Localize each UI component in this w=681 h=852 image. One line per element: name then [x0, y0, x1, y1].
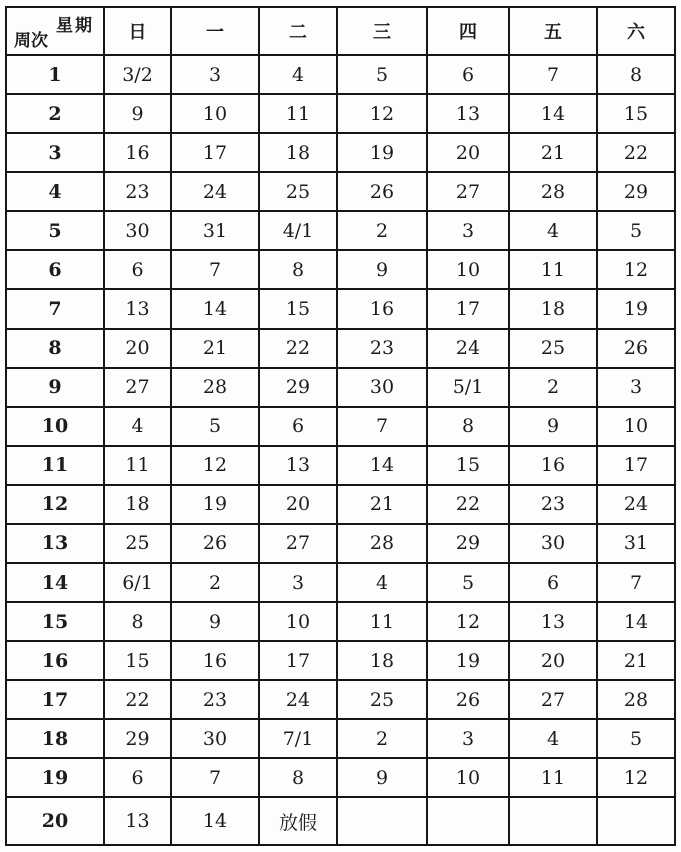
- day-cell: 30: [104, 211, 171, 250]
- day-cell: 10: [427, 250, 509, 289]
- day-cell: 31: [597, 524, 675, 563]
- week-row-7: [6, 289, 675, 328]
- day-cell: 7: [597, 563, 675, 602]
- day-cell: 15: [427, 446, 509, 485]
- week-number-cell: 1: [6, 55, 104, 94]
- week-number-cell: 10: [6, 407, 104, 446]
- day-cell: [427, 797, 509, 845]
- day-cell: 19: [597, 289, 675, 328]
- day-cell: 21: [509, 133, 597, 172]
- day-cell: 16: [171, 641, 259, 680]
- day-cell: 23: [337, 329, 427, 368]
- week-number-cell: 19: [6, 758, 104, 797]
- day-cell: 4: [104, 407, 171, 446]
- day-cell: 23: [509, 485, 597, 524]
- week-number-cell: 15: [6, 602, 104, 641]
- day-cell: 6/1: [104, 563, 171, 602]
- day-cell: 10: [427, 758, 509, 797]
- day-cell: 6: [104, 250, 171, 289]
- day-cell: 13: [509, 602, 597, 641]
- day-cell: 10: [171, 94, 259, 133]
- week-row-11: [6, 446, 675, 485]
- day-cell: 10: [259, 602, 337, 641]
- day-cell: 29: [104, 719, 171, 758]
- day-of-week-header-0: 日: [104, 7, 171, 55]
- day-cell: 18: [337, 641, 427, 680]
- week-number-cell: 12: [6, 485, 104, 524]
- day-cell: 15: [597, 94, 675, 133]
- week-number-cell: 2: [6, 94, 104, 133]
- day-cell: 29: [597, 172, 675, 211]
- week-number-cell: 8: [6, 329, 104, 368]
- day-cell: 11: [509, 758, 597, 797]
- day-cell: 24: [259, 680, 337, 719]
- day-cell: 28: [597, 680, 675, 719]
- day-cell: 17: [597, 446, 675, 485]
- day-cell: 21: [337, 485, 427, 524]
- day-cell: 27: [259, 524, 337, 563]
- day-cell: 17: [259, 641, 337, 680]
- day-cell: 4: [259, 55, 337, 94]
- week-row-3: [6, 133, 675, 172]
- day-cell: 14: [509, 94, 597, 133]
- weekday-axis-label: 星期: [56, 16, 94, 36]
- day-cell: [509, 797, 597, 845]
- day-cell: 28: [509, 172, 597, 211]
- day-cell: 18: [259, 133, 337, 172]
- day-cell: 17: [427, 289, 509, 328]
- day-cell: 15: [259, 289, 337, 328]
- day-cell: 11: [509, 250, 597, 289]
- week-row-18: [6, 719, 675, 758]
- day-of-week-header-6: 六: [597, 7, 675, 55]
- day-cell: 13: [104, 289, 171, 328]
- day-cell: 26: [171, 524, 259, 563]
- day-cell: 20: [104, 329, 171, 368]
- day-cell: 5/1: [427, 368, 509, 407]
- day-cell: 18: [509, 289, 597, 328]
- week-number-cell: 17: [6, 680, 104, 719]
- day-cell: 25: [509, 329, 597, 368]
- corner-header-cell: [6, 7, 104, 55]
- week-row-19: [6, 758, 675, 797]
- week-row-10: [6, 407, 675, 446]
- day-cell: 4: [337, 563, 427, 602]
- day-cell: 18: [104, 485, 171, 524]
- day-cell: 4: [509, 719, 597, 758]
- day-cell: 26: [597, 329, 675, 368]
- week-number-cell: 5: [6, 211, 104, 250]
- week-axis-label: 周次: [14, 31, 48, 51]
- day-cell: 23: [104, 172, 171, 211]
- day-cell: 5: [597, 211, 675, 250]
- day-cell: 29: [259, 368, 337, 407]
- day-cell: 27: [427, 172, 509, 211]
- day-cell: 31: [171, 211, 259, 250]
- day-cell: 15: [104, 641, 171, 680]
- day-cell: 4: [509, 211, 597, 250]
- day-cell: 9: [509, 407, 597, 446]
- day-cell: 11: [104, 446, 171, 485]
- day-cell: 14: [337, 446, 427, 485]
- day-cell: 28: [171, 368, 259, 407]
- week-number-cell: 3: [6, 133, 104, 172]
- day-cell: 5: [337, 55, 427, 94]
- week-row-14: [6, 563, 675, 602]
- day-cell: 22: [104, 680, 171, 719]
- day-cell: [597, 797, 675, 845]
- day-cell: 30: [337, 368, 427, 407]
- day-cell: 3/2: [104, 55, 171, 94]
- day-cell: 7: [509, 55, 597, 94]
- day-cell: 8: [597, 55, 675, 94]
- day-cell: 16: [104, 133, 171, 172]
- day-cell: 6: [509, 563, 597, 602]
- day-cell: 12: [427, 602, 509, 641]
- day-cell: 6: [259, 407, 337, 446]
- week-number-cell: 20: [6, 797, 104, 845]
- week-number-cell: 14: [6, 563, 104, 602]
- day-cell: 3: [597, 368, 675, 407]
- week-row-8: [6, 329, 675, 368]
- day-cell: 21: [597, 641, 675, 680]
- day-of-week-header-1: 一: [171, 7, 259, 55]
- day-cell: 19: [427, 641, 509, 680]
- day-cell: 10: [597, 407, 675, 446]
- day-cell: 30: [171, 719, 259, 758]
- day-cell: 12: [171, 446, 259, 485]
- day-cell: 26: [427, 680, 509, 719]
- day-cell: 21: [171, 329, 259, 368]
- day-cell: 16: [337, 289, 427, 328]
- day-cell: 11: [259, 94, 337, 133]
- day-cell: 13: [427, 94, 509, 133]
- day-cell: 25: [259, 172, 337, 211]
- week-row-1: [6, 55, 675, 94]
- week-row-4: [6, 172, 675, 211]
- week-row-2: [6, 94, 675, 133]
- day-cell: 7: [337, 407, 427, 446]
- day-cell: 12: [597, 250, 675, 289]
- day-cell: 26: [337, 172, 427, 211]
- day-cell: 24: [597, 485, 675, 524]
- day-cell: 5: [427, 563, 509, 602]
- week-number-cell: 16: [6, 641, 104, 680]
- header-row: [6, 7, 675, 55]
- day-cell: 14: [171, 797, 259, 845]
- day-cell: 3: [427, 719, 509, 758]
- day-of-week-header-3: 三: [337, 7, 427, 55]
- day-cell: 3: [171, 55, 259, 94]
- week-row-5: [6, 211, 675, 250]
- day-cell: 6: [104, 758, 171, 797]
- day-cell: 3: [427, 211, 509, 250]
- day-cell: 13: [104, 797, 171, 845]
- day-cell: 2: [509, 368, 597, 407]
- day-cell: 22: [259, 329, 337, 368]
- day-of-week-header-5: 五: [509, 7, 597, 55]
- day-cell: 8: [259, 758, 337, 797]
- day-cell: 7: [171, 758, 259, 797]
- week-number-cell: 18: [6, 719, 104, 758]
- week-number-cell: 4: [6, 172, 104, 211]
- day-cell: 30: [509, 524, 597, 563]
- day-cell: 25: [337, 680, 427, 719]
- day-cell: 2: [337, 719, 427, 758]
- day-cell: 9: [337, 250, 427, 289]
- week-row-20: [6, 797, 675, 845]
- day-cell: 放假: [259, 797, 337, 845]
- day-cell: 20: [259, 485, 337, 524]
- day-cell: 2: [171, 563, 259, 602]
- corner-header-inner: [7, 8, 103, 54]
- week-number-cell: 6: [6, 250, 104, 289]
- day-cell: 22: [427, 485, 509, 524]
- day-cell: 28: [337, 524, 427, 563]
- day-cell: [337, 797, 427, 845]
- day-cell: 8: [104, 602, 171, 641]
- day-cell: 9: [104, 94, 171, 133]
- day-cell: 25: [104, 524, 171, 563]
- week-number-cell: 13: [6, 524, 104, 563]
- day-cell: 8: [259, 250, 337, 289]
- day-cell: 24: [171, 172, 259, 211]
- day-cell: 27: [509, 680, 597, 719]
- week-row-13: [6, 524, 675, 563]
- day-cell: 9: [171, 602, 259, 641]
- day-cell: 16: [509, 446, 597, 485]
- day-cell: 20: [427, 133, 509, 172]
- day-of-week-header-4: 四: [427, 7, 509, 55]
- day-cell: 7/1: [259, 719, 337, 758]
- day-cell: 3: [259, 563, 337, 602]
- day-cell: 12: [337, 94, 427, 133]
- day-cell: 12: [597, 758, 675, 797]
- day-cell: 27: [104, 368, 171, 407]
- day-cell: 19: [337, 133, 427, 172]
- day-cell: 20: [509, 641, 597, 680]
- day-cell: 14: [171, 289, 259, 328]
- day-cell: 4/1: [259, 211, 337, 250]
- week-number-cell: 7: [6, 289, 104, 328]
- day-cell: 6: [427, 55, 509, 94]
- week-number-cell: 11: [6, 446, 104, 485]
- day-cell: 24: [427, 329, 509, 368]
- day-cell: 22: [597, 133, 675, 172]
- day-cell: 9: [337, 758, 427, 797]
- day-cell: 29: [427, 524, 509, 563]
- day-cell: 17: [171, 133, 259, 172]
- day-cell: 8: [427, 407, 509, 446]
- day-cell: 19: [171, 485, 259, 524]
- week-number-cell: 9: [6, 368, 104, 407]
- day-cell: 2: [337, 211, 427, 250]
- day-of-week-header-2: 二: [259, 7, 337, 55]
- day-cell: 14: [597, 602, 675, 641]
- week-row-6: [6, 250, 675, 289]
- day-cell: 5: [597, 719, 675, 758]
- academic-calendar-table: [5, 6, 676, 846]
- week-row-12: [6, 485, 675, 524]
- day-cell: 23: [171, 680, 259, 719]
- week-row-9: [6, 368, 675, 407]
- week-row-17: [6, 680, 675, 719]
- day-cell: 5: [171, 407, 259, 446]
- day-cell: 13: [259, 446, 337, 485]
- day-cell: 11: [337, 602, 427, 641]
- week-row-15: [6, 602, 675, 641]
- week-row-16: [6, 641, 675, 680]
- day-cell: 7: [171, 250, 259, 289]
